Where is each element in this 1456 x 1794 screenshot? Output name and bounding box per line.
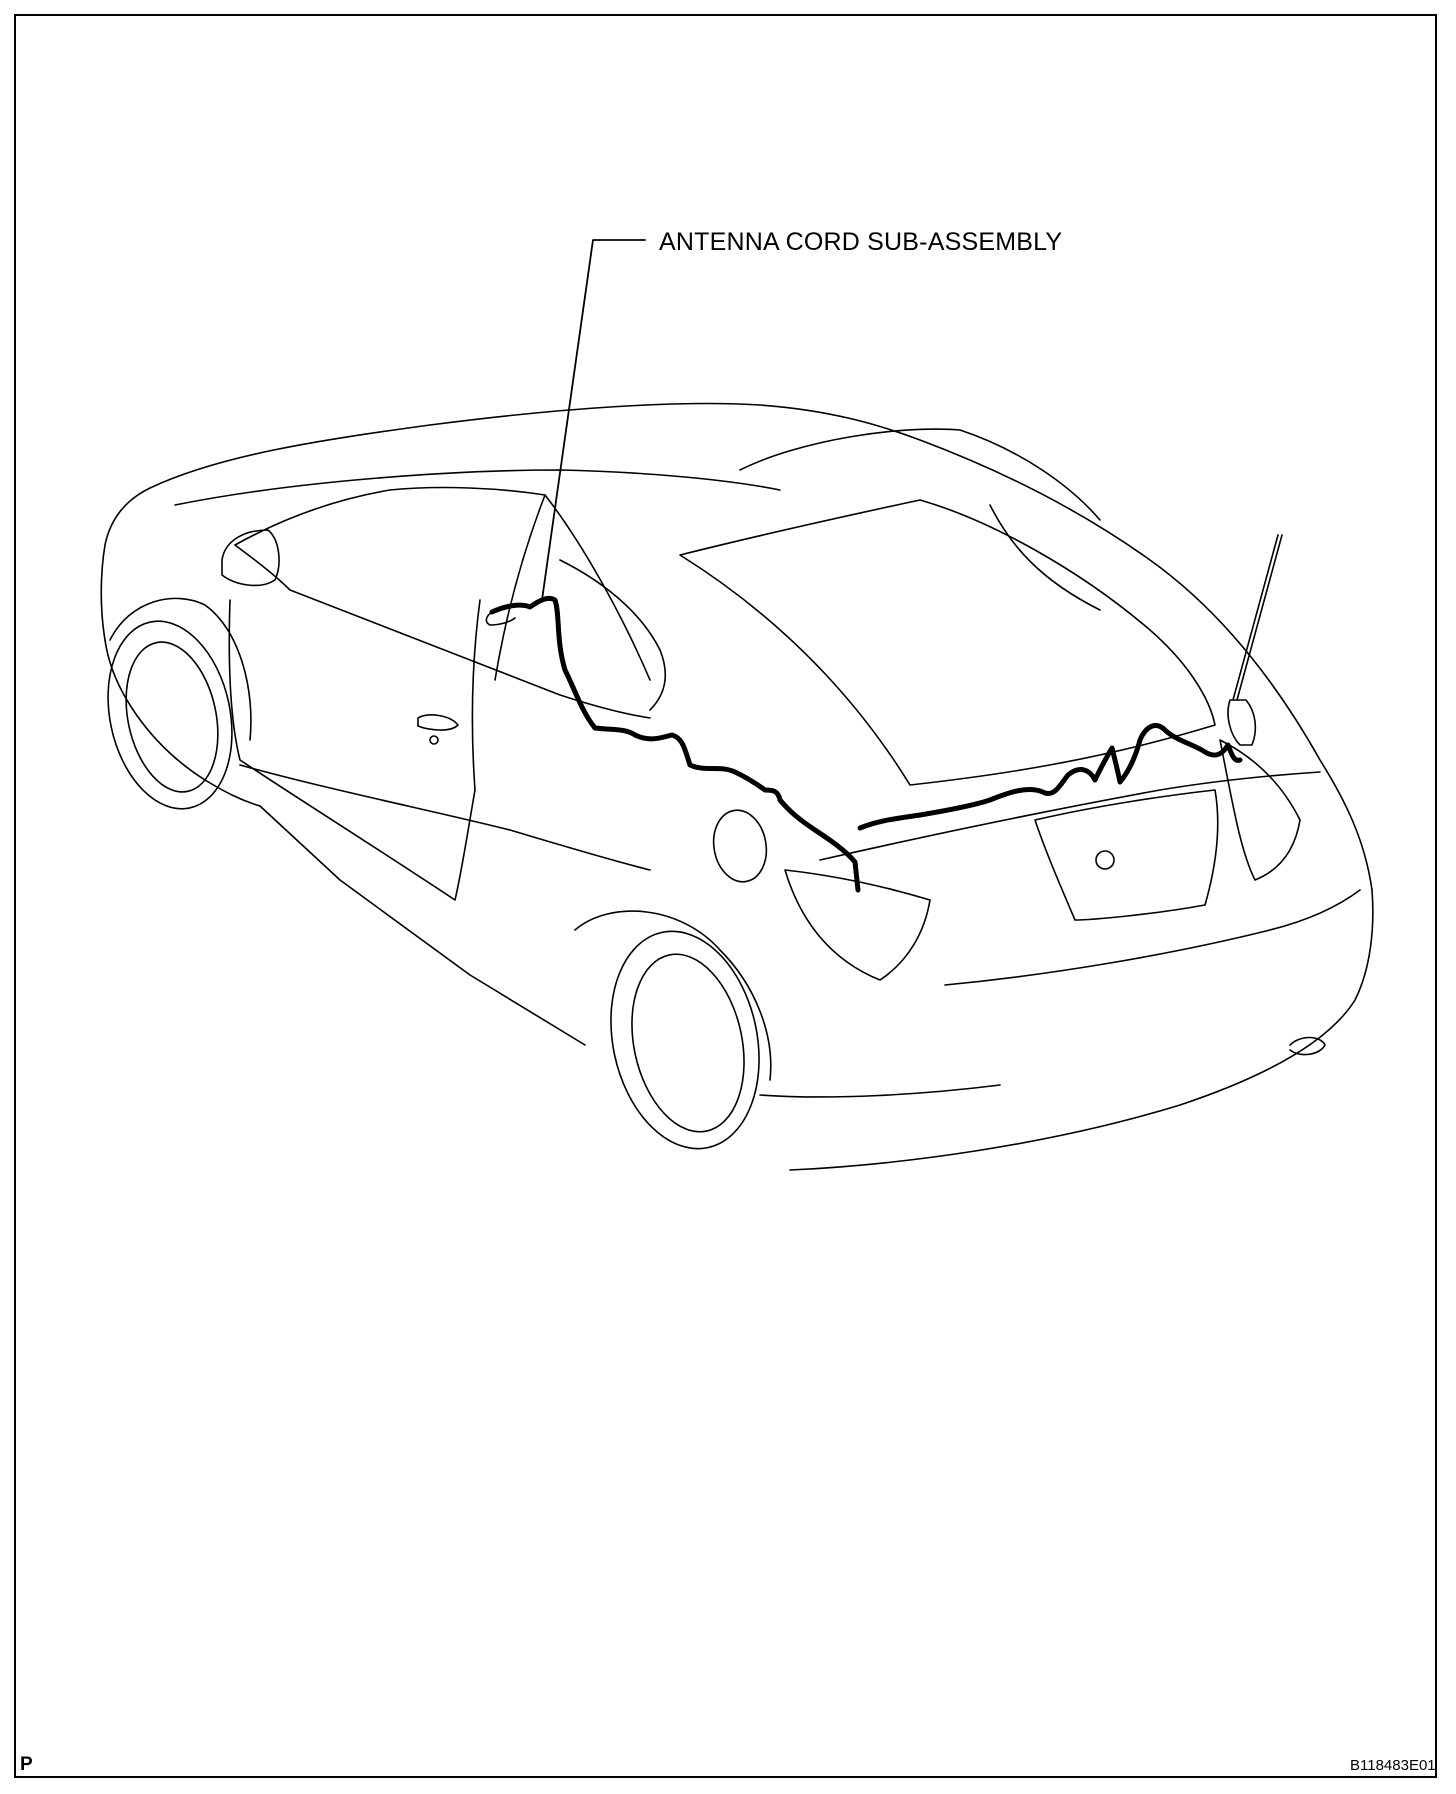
callout-leader-line [542,240,645,600]
rear-wheel [575,911,778,1162]
figure-id: B118483E01 [1350,1757,1436,1774]
car-windows [175,429,1215,785]
callout-label: ANTENNA CORD SUB-ASSEMBLY [659,228,1063,256]
corner-mark: P [20,1754,33,1775]
front-wheel [92,598,251,820]
antenna-cord [492,598,1240,890]
cord-connector [486,612,515,625]
car-rear [708,740,1325,1055]
